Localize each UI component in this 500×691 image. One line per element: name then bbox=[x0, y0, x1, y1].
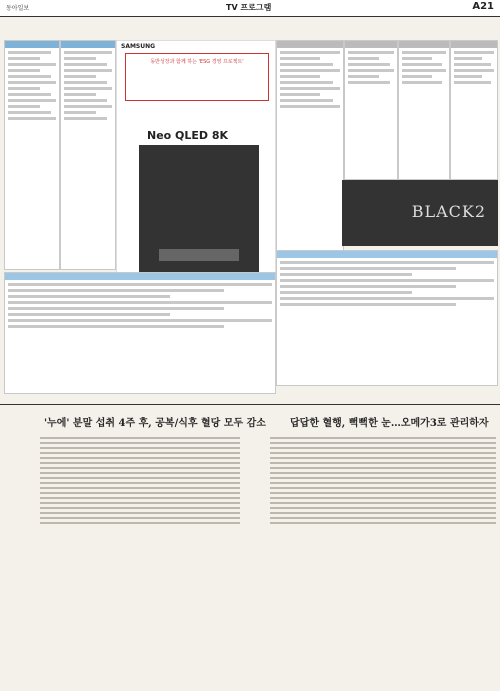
channel-cap bbox=[5, 41, 59, 48]
page-number: A21 bbox=[472, 1, 494, 12]
black2-ad bbox=[342, 180, 498, 246]
schedule-col-6 bbox=[450, 40, 498, 180]
paper-name: 동아일보 bbox=[6, 5, 30, 12]
headline-left: '누에' 분말 섭취 4주 후, 공복/식후 혈당 모두 감소 bbox=[44, 418, 266, 429]
article-right bbox=[270, 434, 496, 684]
schedule-col-5 bbox=[398, 40, 450, 180]
cable-schedule bbox=[276, 250, 498, 386]
ad-banner bbox=[159, 249, 239, 261]
ad-message-box bbox=[125, 53, 269, 101]
ad-product: Neo QLED 8K bbox=[147, 129, 229, 142]
schedule-col-2 bbox=[60, 40, 116, 270]
headline-right: 답답한 혈행, 뻑뻑한 눈…오메가3로 관리하자 bbox=[290, 418, 489, 429]
article-left bbox=[40, 434, 240, 684]
iptv-schedule bbox=[4, 272, 276, 394]
schedule-col-3 bbox=[276, 40, 344, 282]
channel-cap bbox=[61, 41, 115, 48]
schedule-col-1 bbox=[4, 40, 60, 270]
black2-title: BLACK2 bbox=[411, 202, 486, 221]
page-header bbox=[0, 0, 500, 17]
schedule-col-4 bbox=[344, 40, 398, 180]
ad-message: 동반성장과 함께 하는 'ESG 경영 프로젝트' bbox=[150, 59, 244, 65]
section-title: TV 프로그램 bbox=[226, 3, 272, 12]
ad-brand: SAMSUNG bbox=[121, 43, 156, 50]
section-divider bbox=[0, 404, 500, 405]
